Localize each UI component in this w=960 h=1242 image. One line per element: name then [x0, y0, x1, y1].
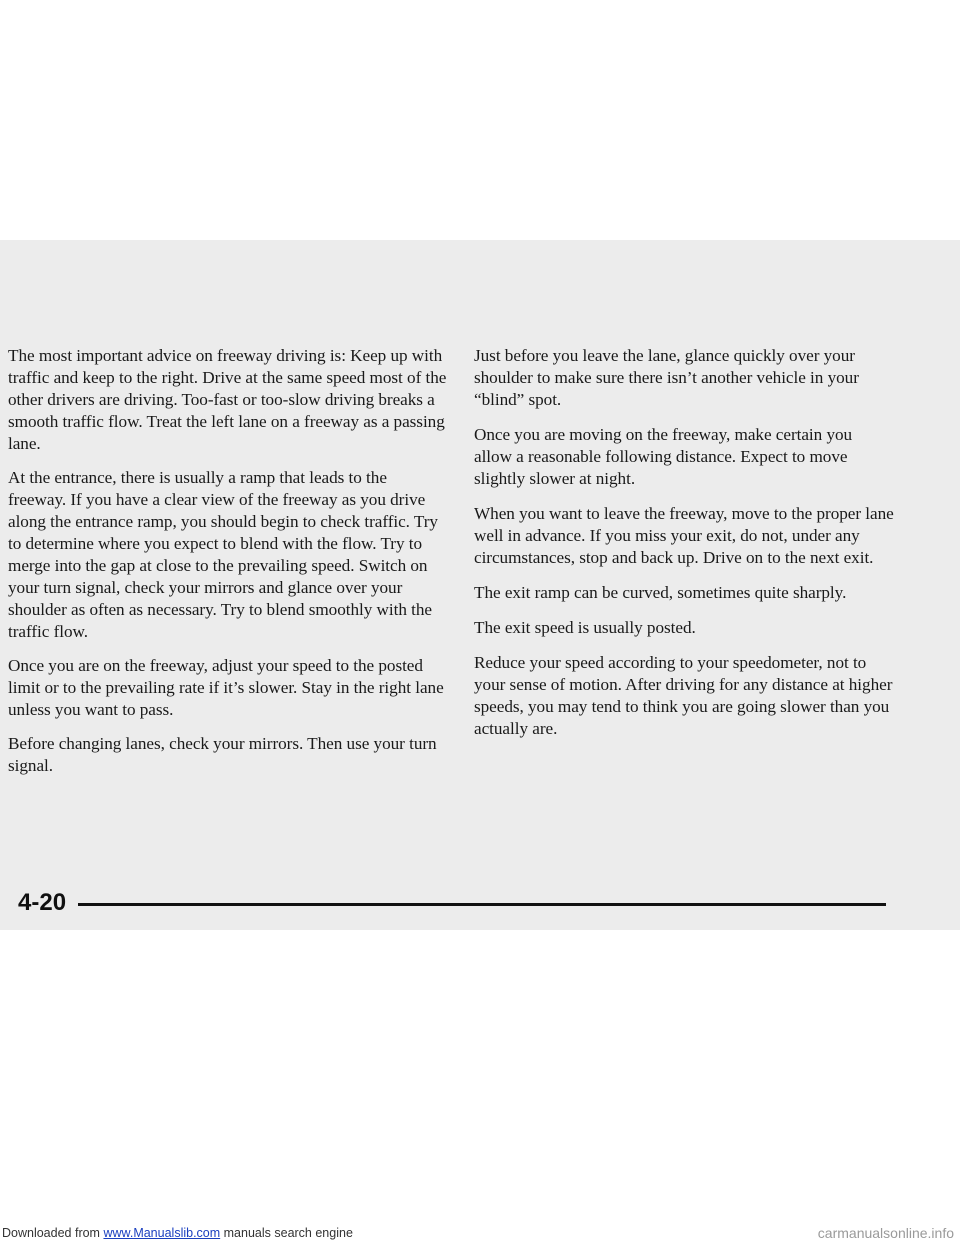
footer-rule [78, 903, 886, 906]
paragraph: The exit ramp can be curved, sometimes quite sharply. [474, 583, 847, 602]
page-footer [18, 883, 886, 927]
page-top-margin [0, 0, 960, 240]
download-bar [0, 1224, 960, 1242]
paragraph: When you want to leave the freeway, move to the proper lane well in advance. If you miss your exit, do not, under any circumstances, stop and back up. Drive on to the next exit. [474, 504, 894, 567]
paragraph: At the entrance, there is usually a ramp that leads to the freeway. If you have a clear view of the freeway as you drive along the entrance ramp, you should begin to check traffic. Try to determine where you expect to blend with the flow. Try to merge into the gap at close to the prevailing speed. Switch on your turn signal, check your mirrors and glance over your shoulder as often as necessary. Try to blend smoothly with the traffic flow. [8, 468, 438, 641]
paragraph: Reduce your speed according to your speedometer, not to your sense of motion. After driving for any distance at higher speeds, you may tend to think you are going slower than you actually are. [474, 653, 893, 738]
page-number: 4-20 [18, 889, 67, 916]
left-column [8, 345, 448, 789]
paragraph: The exit speed is usually posted. [474, 618, 696, 637]
right-column [474, 345, 894, 753]
paragraph: Before changing lanes, check your mirrors. Then use your turn signal. [8, 734, 437, 775]
paragraph: Once you are moving on the freeway, make certain you allow a reasonable following distance. Expect to move slightly slower at night. [474, 425, 853, 488]
paragraph: Just before you leave the lane, glance quickly over your shoulder to make sure there isn’t another vehicle in your “blind” spot. [474, 346, 859, 409]
download-notice [2, 1226, 353, 1240]
download-prefix: Downloaded from [2, 1226, 104, 1240]
paragraph: Once you are on the freeway, adjust your speed to the posted limit or to the prevailing rate if it’s slower. Stay in the right lane unless you want to pass. [8, 656, 444, 719]
watermark: carmanualsonline.info [817, 1225, 954, 1241]
paragraph: The most important advice on freeway driving is: Keep up with traffic and keep to the right. Drive at the same speed most of the other drivers are driving. Too-fast or too-slow driving breaks a smooth traffic flow. Treat the left lane on a freeway as a passing lane. [8, 346, 447, 453]
manualslib-link[interactable]: www.Manualslib.com [103, 1226, 221, 1240]
download-suffix: manuals search engine [220, 1226, 353, 1240]
